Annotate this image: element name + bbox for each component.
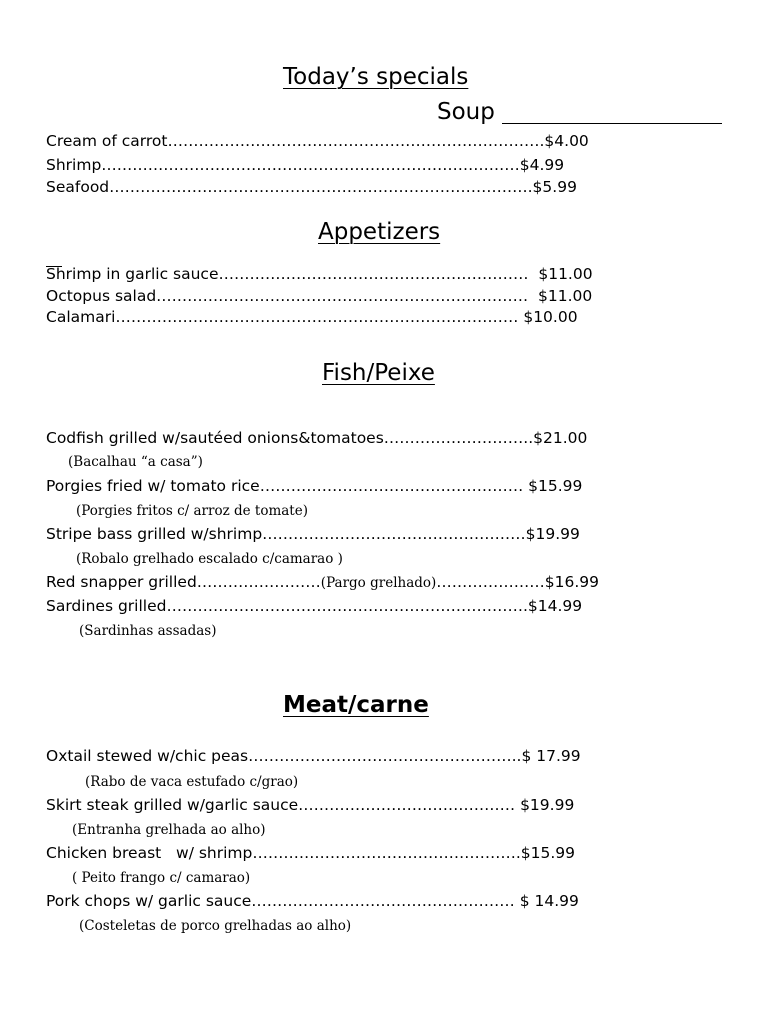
menu-item-name: Red snapper grilled…………………… [46, 573, 321, 591]
menu-item: Oxtail stewed w/chic peas……………………………………………..$ 17.99 [46, 747, 581, 765]
menu-item: Porgies fried w/ tomato rice…………………………………………… $15.99 [46, 477, 583, 495]
menu-item: Chicken breast w/ shrimp…………………………………………….$15.99 [46, 844, 576, 862]
menu-item: Pork chops w/ garlic sauce…………………………………………… $ 14.99 [46, 892, 579, 910]
appetizers-heading: Appetizers [318, 219, 441, 245]
menu-item-translation: (Pargo grelhado) [320, 575, 437, 591]
menu-item: Octopus salad……………………………………………………………… $11.00 [46, 287, 593, 305]
menu-item: Stripe bass grilled w/shrimp……………………………………………$19.99 [46, 525, 580, 543]
menu-item-translation: (Porgies fritos c/ arroz de tomate) [76, 503, 308, 519]
menu-item-translation: (Robalo grelhado escalado c/camarao ) [76, 551, 343, 567]
menu-item: Seafood……………………………………………………………………….$5.99 [46, 178, 577, 196]
menu-item: Calamari…………………………………………………………………… $10.00 [46, 308, 578, 326]
menu-item: Skirt steak grilled w/garlic sauce…………………………………… $19.99 [46, 796, 575, 814]
menu-item-translation: (Entranha grelhada ao alho) [72, 822, 266, 838]
menu-item-price: …………………$16.99 [436, 573, 600, 591]
menu-item-translation: (Sardinhas assadas) [79, 623, 217, 639]
soup-heading-underline [502, 123, 722, 124]
menu-item: Shrimp in garlic sauce…………………………………………………… $11.00 [46, 265, 593, 283]
menu-item: Sardines grilled…………………………………………………………….$14.99 [46, 597, 583, 615]
soup-heading: Soup [437, 99, 495, 125]
fish-heading: Fish/Peixe [322, 360, 435, 386]
menu-item-translation: ( Peito frango c/ camarao) [72, 870, 251, 886]
menu-item: Shrimp………………………………………………………………………$4.99 [46, 156, 565, 174]
menu-item-translation: (Rabo de vaca estufado c/grao) [85, 774, 299, 790]
menu-item [46, 573, 599, 591]
meat-heading: Meat/carne [283, 692, 429, 718]
page-title: Today’s specials [283, 64, 469, 90]
menu-item-translation: (Costeletas de porco grelhadas ao alho) [79, 918, 352, 934]
menu-item: Cream of carrot……………………………………………………………….$4.00 [46, 132, 589, 150]
menu-item: Codfish grilled w/sautéed onions&tomatoes………………………..$21.00 [46, 429, 588, 447]
menu-item-translation: (Bacalhau “a casa”) [68, 454, 203, 470]
